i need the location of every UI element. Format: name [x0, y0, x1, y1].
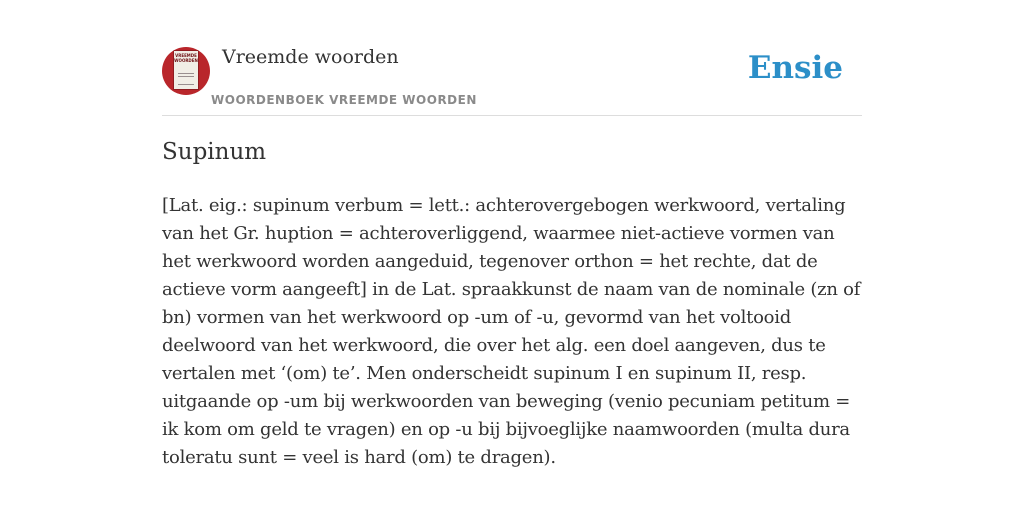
entry-title: Supinum — [162, 139, 267, 165]
dictionary-cover-avatar[interactable] — [162, 47, 210, 95]
dictionary-subtitle: WOORDENBOEK VREEMDE WOORDEN — [211, 93, 477, 107]
entry-definition: [Lat. eig.: supinum verbum = lett.: achterovergebogen werkwoord, vertaling van het Gr. huption = achteroverliggend, waarmee niet-actieve vormen van het werkwoord worden aangeduid, tegenover orthon = het rechte, dat de actieve vorm aangeeft] in de Lat. spraakkunst de naam van de nominale (zn of bn) vormen van het werkwoord op -um of -u, gevormd van het voltooid deelwoord van het werkwoord, die over het alg. een doel aangeven, dus te vertalen met ‘(om) te’. Men onderscheidt supinum I en supinum II, resp. uitgaande op -um bij werkwoorden van beweging (venio pecuniam petitum = ik kom om geld te vragen) en op -u bij bijvoeglijke naamwoorden (multa dura toleratu sunt = veel is hard (om) te dragen). — [162, 195, 861, 468]
ensie-logo-link[interactable]: Ensie — [747, 50, 843, 86]
book-cover-title: VREEMDE WOORDEN — [174, 53, 198, 63]
dictionary-header — [162, 44, 862, 116]
book-cover-image — [174, 51, 198, 89]
book-cover-lines — [178, 73, 194, 74]
dictionary-title-link[interactable]: Vreemde woorden — [222, 46, 399, 68]
